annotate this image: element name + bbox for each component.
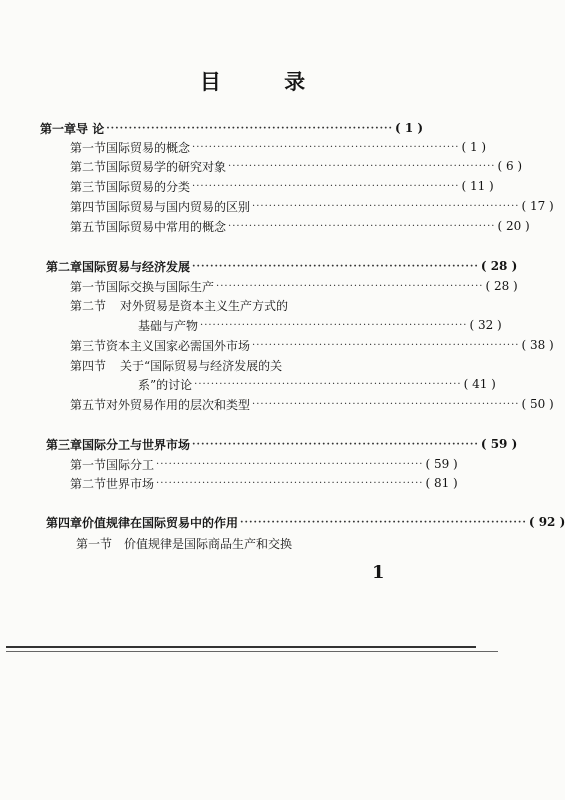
- leader-dots: ································································: [106, 122, 394, 134]
- toc-title: 国际贸易的概念: [106, 140, 191, 155]
- toc-label: 第一节: [70, 140, 107, 155]
- toc-page-number: ( 41 ): [463, 377, 496, 391]
- toc-section[interactable]: [70, 217, 530, 235]
- leader-dots: ································································: [194, 378, 462, 390]
- toc-page-number: ( 92 ): [528, 515, 565, 529]
- toc-title: 国际贸易与经济发展: [82, 259, 191, 274]
- toc-section[interactable]: [70, 177, 494, 195]
- toc-section[interactable]: [70, 138, 487, 156]
- toc-title: 价值规律是国际商品生产和交换: [124, 536, 293, 551]
- leader-dots: ································································: [240, 516, 527, 528]
- leader-dots: ································································: [192, 180, 460, 192]
- toc-label: 第二节: [70, 159, 107, 174]
- toc-title: 国际交换与国际生产: [106, 279, 215, 294]
- toc-title: 国际贸易与国内贸易的区别: [106, 199, 251, 214]
- leader-dots: ································································: [216, 280, 484, 292]
- toc-page-number: ( 32 ): [469, 318, 502, 332]
- toc-label: 第二节: [70, 298, 107, 313]
- toc-page-number: ( 28 ): [480, 259, 518, 273]
- toc-section[interactable]: [70, 197, 554, 215]
- toc-title: 关于“国际贸易与经济发展的关: [120, 358, 283, 373]
- toc-page-number: ( 50 ): [521, 397, 554, 411]
- toc-page-number: ( 81 ): [425, 476, 458, 490]
- leader-dots: ································································: [228, 220, 496, 232]
- toc-label: 第四节: [70, 358, 107, 373]
- toc-title: 导 论: [76, 121, 105, 136]
- toc-chapter-1[interactable]: [40, 119, 424, 137]
- toc-chapter-4[interactable]: [46, 513, 565, 531]
- page-number: 1: [372, 562, 385, 583]
- toc-title: 对外贸易作用的层次和类型: [106, 397, 251, 412]
- leader-dots: ································································: [228, 160, 496, 172]
- toc-page-number: ( 11 ): [461, 179, 494, 193]
- divider-line: [6, 646, 476, 648]
- toc-label: 第三节: [70, 338, 107, 353]
- toc-title: 资本主义国家必需国外市场: [106, 338, 251, 353]
- toc-title: 对外贸易是资本主义生产方式的: [120, 298, 289, 313]
- toc-page-number: ( 6 ): [497, 159, 523, 173]
- divider-line: [6, 651, 498, 652]
- toc-page-number: ( 1 ): [395, 121, 424, 135]
- toc-label: 第五节: [70, 219, 107, 234]
- toc-label: 第一章: [40, 121, 77, 136]
- toc-section[interactable]: [70, 455, 458, 473]
- toc-title: 国际分工与世界市场: [82, 437, 191, 452]
- toc-title: 国际贸易学的研究对象: [106, 159, 227, 174]
- toc-title: 世界市场: [106, 476, 155, 491]
- leader-dots: ································································: [156, 458, 424, 470]
- toc-section[interactable]: [76, 534, 380, 552]
- toc-page-number: ( 59 ): [480, 437, 518, 451]
- leader-dots: ································································: [252, 200, 520, 212]
- leader-dots: ································································: [252, 339, 520, 351]
- toc-page-number: ( 17 ): [521, 199, 554, 213]
- toc-label: 第四章: [46, 515, 83, 530]
- leader-dots: ································································: [192, 260, 479, 272]
- toc-title-continuation: 基础与产物: [138, 318, 199, 333]
- toc-title: 国际贸易的分类: [106, 179, 191, 194]
- toc-label: 第二节: [70, 476, 107, 491]
- toc-label: 第一节: [76, 536, 113, 551]
- toc-section[interactable]: [70, 356, 380, 374]
- toc-page-number: ( 1 ): [461, 140, 487, 154]
- leader-dots: ································································: [192, 438, 479, 450]
- toc-label: 第四节: [70, 199, 107, 214]
- toc-section-continuation[interactable]: [138, 375, 496, 393]
- toc-section[interactable]: [70, 336, 554, 354]
- toc-label: 第三节: [70, 179, 107, 194]
- toc-chapter-3[interactable]: [46, 435, 518, 453]
- toc-page-number: ( 28 ): [485, 279, 518, 293]
- toc-section[interactable]: [70, 296, 380, 314]
- page-title: 目 录: [199, 69, 334, 94]
- toc-section[interactable]: [70, 474, 458, 492]
- toc-chapter-2[interactable]: [46, 257, 518, 275]
- toc-page-number: ( 38 ): [521, 338, 554, 352]
- toc-label: 第一节: [70, 279, 107, 294]
- leader-dots: ································································: [200, 319, 468, 331]
- toc-label: 第一节: [70, 457, 107, 472]
- toc-label: 第三章: [46, 437, 83, 452]
- toc-page-number: ( 59 ): [425, 457, 458, 471]
- toc-title: 价值规律在国际贸易中的作用: [82, 515, 239, 530]
- toc-title-continuation: 系”的讨论: [138, 377, 193, 392]
- toc-label: 第五节: [70, 397, 107, 412]
- toc-section[interactable]: [70, 277, 518, 295]
- toc-section[interactable]: [70, 395, 554, 413]
- toc-section-continuation[interactable]: [138, 316, 502, 334]
- leader-dots: ································································: [192, 141, 460, 153]
- toc-page-number: ( 20 ): [497, 219, 530, 233]
- leader-dots: ································································: [252, 398, 520, 410]
- leader-dots: ································································: [156, 477, 424, 489]
- toc-section[interactable]: [70, 157, 523, 175]
- toc-label: 第二章: [46, 259, 83, 274]
- toc-title: 国际贸易中常用的概念: [106, 219, 227, 234]
- toc-title: 国际分工: [106, 457, 155, 472]
